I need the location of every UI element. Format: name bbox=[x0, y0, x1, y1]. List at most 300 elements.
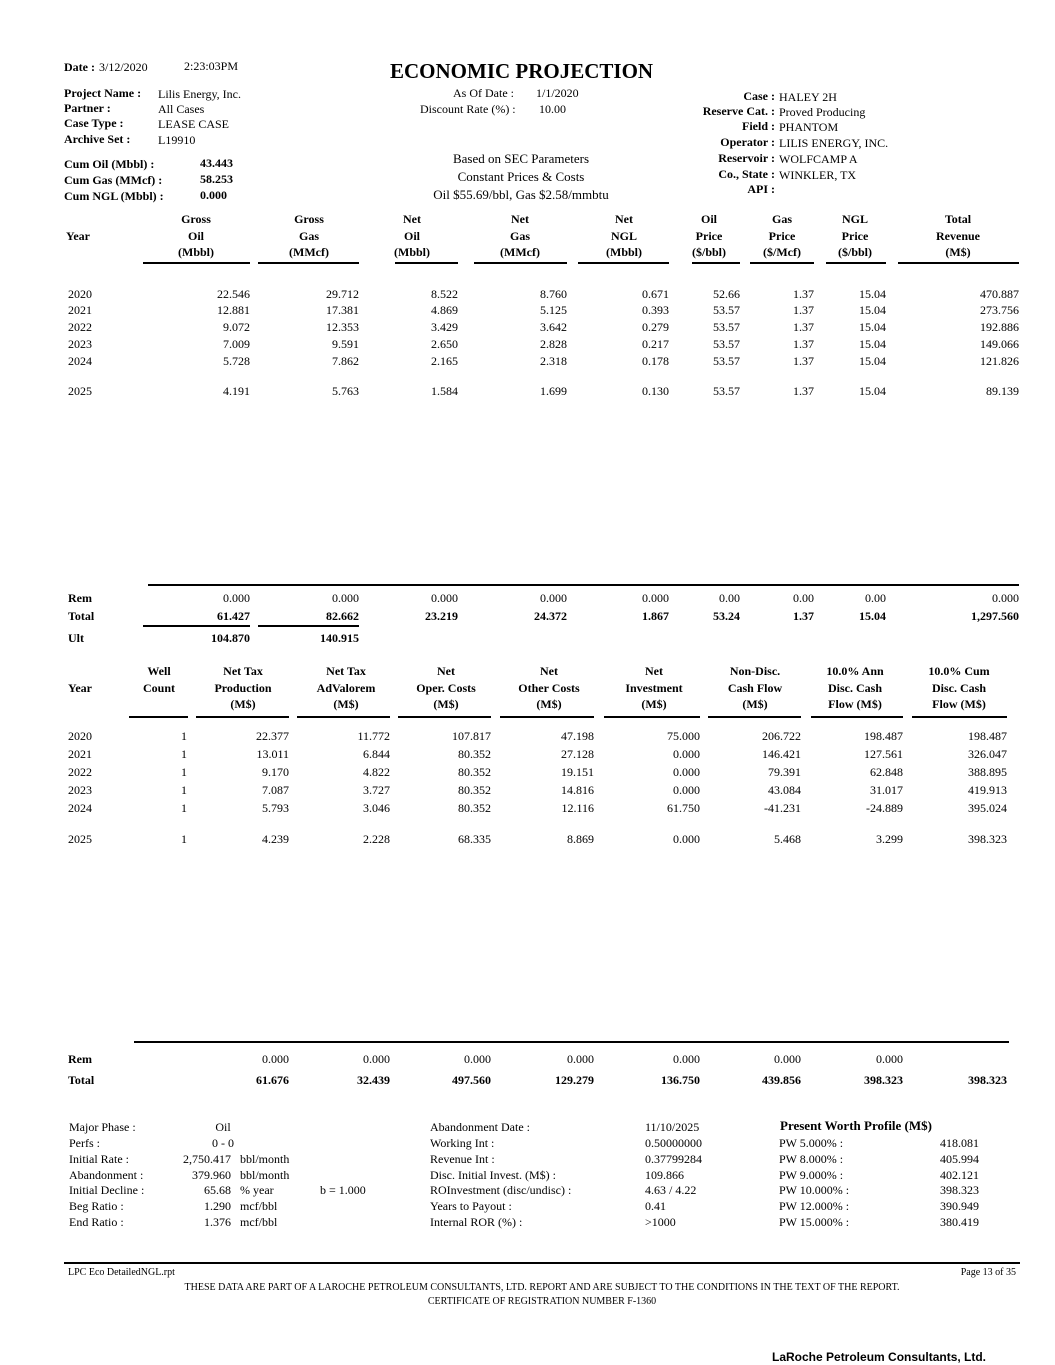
production-column-header: NGL bbox=[841, 212, 868, 226]
table-cell: 395.024 bbox=[968, 801, 1007, 815]
summary-cell: 129.279 bbox=[555, 1073, 594, 1087]
column-underline bbox=[604, 716, 700, 718]
summary-cell: 439.856 bbox=[762, 1073, 801, 1087]
cashflow-summary-rule bbox=[134, 1041, 1009, 1043]
summary-cell: 1.37 bbox=[793, 609, 814, 623]
table-cell: 1.37 bbox=[793, 354, 814, 368]
present-worth-label: PW 9.000% : bbox=[779, 1168, 844, 1182]
cashflow-column-header: Cash Flow bbox=[727, 680, 783, 695]
summary-label: Working Int : bbox=[430, 1136, 495, 1150]
project-info-label: Partner : bbox=[64, 101, 111, 115]
table-cell: 2.165 bbox=[431, 354, 458, 368]
summary-cell: 23.219 bbox=[425, 609, 458, 623]
summary-cell: 61.427 bbox=[217, 609, 250, 623]
summary-value: >1000 bbox=[645, 1215, 676, 1229]
year-cell: 2023 bbox=[68, 783, 92, 797]
summary-value: 0.37799284 bbox=[645, 1152, 702, 1166]
table-cell: 53.57 bbox=[713, 354, 740, 368]
table-cell: 5.468 bbox=[774, 832, 801, 846]
table-cell: 61.750 bbox=[667, 801, 700, 815]
production-column-header: Revenue bbox=[936, 228, 980, 243]
cashflow-column-header: (M$) bbox=[742, 697, 768, 711]
table-cell: 0.178 bbox=[642, 354, 669, 368]
cashflow-column-header: Non-Disc. bbox=[729, 664, 781, 678]
summary-cell: 104.870 bbox=[211, 631, 250, 645]
table-cell: 7.087 bbox=[262, 783, 289, 797]
summary-label: Major Phase : bbox=[69, 1120, 136, 1134]
case-info-label: Reservoir : bbox=[718, 151, 775, 165]
summary-cell: 15.04 bbox=[859, 609, 886, 623]
summary-cell: 0.000 bbox=[567, 1052, 594, 1066]
column-underline bbox=[258, 262, 359, 264]
summary-value: 65.68 bbox=[204, 1183, 231, 1197]
summary-label: Beg Ratio : bbox=[69, 1199, 124, 1213]
table-cell: 4.869 bbox=[431, 303, 458, 317]
basis-line-1: Based on SEC Parameters bbox=[452, 151, 590, 166]
table-cell: 3.299 bbox=[876, 832, 903, 846]
case-info-label: Reserve Cat. : bbox=[702, 104, 775, 118]
production-column-header: Total bbox=[944, 212, 972, 226]
table-cell: 9.072 bbox=[223, 320, 250, 334]
summary-value: 1.376 bbox=[204, 1215, 231, 1229]
summary-cell: 0.000 bbox=[876, 1052, 903, 1066]
table-cell: 14.816 bbox=[561, 783, 594, 797]
discount-rate-label: Discount Rate (%) : bbox=[420, 102, 516, 116]
table-cell: 107.817 bbox=[452, 729, 491, 743]
case-info-label: Case : bbox=[743, 89, 775, 103]
production-column-header: (MMcf) bbox=[500, 245, 540, 259]
summary-cell: 0.000 bbox=[262, 1052, 289, 1066]
case-info-value: LILIS ENERGY, INC. bbox=[779, 136, 889, 150]
cashflow-column-header: (M$) bbox=[433, 697, 459, 711]
summary-value: 0 - 0 bbox=[212, 1136, 234, 1150]
ult-underline bbox=[143, 625, 250, 627]
present-worth-label: PW 12.000% : bbox=[779, 1199, 850, 1213]
table-cell: 1 bbox=[181, 729, 187, 743]
summary-row-label: Rem bbox=[68, 1052, 92, 1066]
summary-cell: 0.00 bbox=[865, 591, 886, 605]
case-info-label: Co., State : bbox=[718, 167, 775, 181]
summary-value: 11/10/2025 bbox=[645, 1120, 700, 1134]
production-column-header: NGL bbox=[610, 228, 637, 243]
report-date: 3/12/2020 bbox=[99, 60, 148, 74]
table-cell: 12.353 bbox=[326, 320, 359, 334]
basis-line-2: Constant Prices & Costs bbox=[457, 169, 585, 184]
project-info-value: All Cases bbox=[158, 102, 205, 116]
column-underline bbox=[708, 716, 801, 718]
summary-cell: 0.000 bbox=[223, 591, 250, 605]
disclaimer-line-2: CERTIFICATE OF REGISTRATION NUMBER F-1360 bbox=[427, 1296, 657, 1307]
table-cell: 62.848 bbox=[870, 765, 903, 779]
summary-label: Internal ROR (%) : bbox=[430, 1215, 523, 1229]
column-underline bbox=[750, 262, 814, 264]
production-column-header: Year bbox=[66, 228, 90, 243]
cashflow-column-header: (M$) bbox=[333, 697, 359, 711]
table-cell: 1.37 bbox=[793, 303, 814, 317]
column-underline bbox=[578, 262, 669, 264]
cashflow-column-header: AdValorem bbox=[316, 680, 376, 695]
page-title: ECONOMIC PROJECTION bbox=[390, 59, 654, 83]
table-cell: 2.828 bbox=[540, 337, 567, 351]
table-cell: 9.170 bbox=[262, 765, 289, 779]
table-cell: 15.04 bbox=[859, 384, 886, 398]
column-underline bbox=[898, 262, 1019, 264]
summary-cell: 0.000 bbox=[332, 591, 359, 605]
table-cell: 31.017 bbox=[870, 783, 903, 797]
case-info-value: WINKLER, TX bbox=[779, 168, 857, 182]
table-cell: 3.642 bbox=[540, 320, 567, 334]
table-cell: 53.57 bbox=[713, 337, 740, 351]
table-cell: 149.066 bbox=[980, 337, 1019, 351]
case-info-value: Proved Producing bbox=[779, 105, 866, 119]
table-cell: 43.084 bbox=[768, 783, 801, 797]
column-underline bbox=[398, 716, 491, 718]
cum-label: Cum Oil (Mbbl) : bbox=[64, 157, 155, 171]
cum-label: Cum Gas (MMcf) : bbox=[64, 173, 163, 187]
table-cell: 192.886 bbox=[980, 320, 1019, 334]
project-info-value: LEASE CASE bbox=[158, 117, 230, 131]
table-cell: 3.727 bbox=[363, 783, 390, 797]
summary-row-label: Total bbox=[68, 609, 95, 623]
table-cell: 27.128 bbox=[561, 747, 594, 761]
summary-label: Years to Payout : bbox=[430, 1199, 512, 1213]
ult-underline bbox=[258, 625, 359, 627]
summary-cell: 53.24 bbox=[713, 609, 740, 623]
table-cell: 0.217 bbox=[642, 337, 669, 351]
table-cell: 398.323 bbox=[968, 832, 1007, 846]
table-cell: 12.116 bbox=[561, 801, 594, 815]
cashflow-column-header: Net bbox=[437, 664, 455, 678]
present-worth-label: PW 15.000% : bbox=[779, 1215, 850, 1229]
year-cell: 2025 bbox=[68, 384, 92, 398]
production-column-header: Net bbox=[511, 212, 529, 226]
table-cell: 15.04 bbox=[859, 337, 886, 351]
table-cell: 1.699 bbox=[540, 384, 567, 398]
table-cell: 7.009 bbox=[223, 337, 250, 351]
present-worth-label: PW 10.000% : bbox=[779, 1183, 850, 1197]
summary-unit: mcf/bbl bbox=[240, 1215, 278, 1229]
project-info-label: Archive Set : bbox=[64, 132, 131, 146]
cum-label: Cum NGL (Mbbl) : bbox=[64, 189, 164, 203]
summary-cell: 140.915 bbox=[320, 631, 359, 645]
column-underline bbox=[196, 716, 289, 718]
present-worth-value: 418.081 bbox=[940, 1136, 979, 1150]
case-info-value: HALEY 2H bbox=[779, 90, 837, 104]
summary-cell: 497.560 bbox=[452, 1073, 491, 1087]
table-cell: 1.37 bbox=[793, 337, 814, 351]
table-cell: 3.429 bbox=[431, 320, 458, 334]
cashflow-column-header: 10.0% Ann bbox=[826, 664, 884, 678]
cashflow-column-header: 10.0% Cum bbox=[928, 664, 990, 678]
table-cell: 127.561 bbox=[864, 747, 903, 761]
summary-label: Abandonment : bbox=[69, 1168, 144, 1182]
case-info-value: PHANTOM bbox=[779, 120, 839, 134]
table-cell: 11.772 bbox=[357, 729, 390, 743]
case-info-label: Field : bbox=[742, 119, 775, 133]
year-cell: 2024 bbox=[68, 354, 92, 368]
table-cell: 0.000 bbox=[673, 783, 700, 797]
production-column-header: ($/Mcf) bbox=[763, 245, 801, 259]
cashflow-column-header: Production bbox=[214, 680, 272, 695]
present-worth-value: 398.323 bbox=[940, 1183, 979, 1197]
table-cell: 0.000 bbox=[673, 747, 700, 761]
present-worth-value: 380.419 bbox=[940, 1215, 979, 1229]
production-summary-rule bbox=[148, 584, 1019, 586]
case-info-value: WOLFCAMP A bbox=[779, 152, 858, 166]
summary-cell: 0.000 bbox=[774, 1052, 801, 1066]
summary-cell: 24.372 bbox=[534, 609, 567, 623]
column-underline bbox=[811, 716, 903, 718]
summary-label: Initial Rate : bbox=[69, 1152, 129, 1166]
cashflow-column-header: (M$) bbox=[536, 697, 562, 711]
table-cell: 1 bbox=[181, 801, 187, 815]
cashflow-column-header: Net bbox=[540, 664, 558, 678]
table-cell: 13.011 bbox=[256, 747, 289, 761]
production-column-header: (Mbbl) bbox=[394, 245, 430, 259]
production-column-header: (M$) bbox=[945, 245, 971, 259]
table-cell: 5.793 bbox=[262, 801, 289, 815]
summary-cell: 0.000 bbox=[642, 591, 669, 605]
summary-cell: 82.662 bbox=[326, 609, 359, 623]
table-cell: 47.198 bbox=[561, 729, 594, 743]
table-cell: 80.352 bbox=[458, 765, 491, 779]
b-factor: b = 1.000 bbox=[320, 1183, 366, 1197]
summary-cell: 1,297.560 bbox=[971, 609, 1019, 623]
table-cell: 75.000 bbox=[667, 729, 700, 743]
cum-value: 0.000 bbox=[200, 188, 227, 202]
cashflow-column-header: Flow (M$) bbox=[932, 697, 986, 711]
table-cell: 4.191 bbox=[223, 384, 250, 398]
table-cell: 470.887 bbox=[980, 287, 1019, 301]
present-worth-label: PW 8.000% : bbox=[779, 1152, 844, 1166]
page-number: Page 13 of 35 bbox=[960, 1267, 1016, 1278]
asof-label: As Of Date : bbox=[453, 86, 514, 100]
table-cell: 388.895 bbox=[968, 765, 1007, 779]
table-cell: 0.671 bbox=[642, 287, 669, 301]
table-cell: 89.139 bbox=[986, 384, 1019, 398]
table-cell: -24.889 bbox=[866, 801, 903, 815]
disclaimer-line-1: THESE DATA ARE PART OF A LAROCHE PETROLEUM CONSULTANTS, LTD. REPORT AND ARE SUBJECT TO THE CONDITIONS IN THE TEXT OF THE REPORT. bbox=[184, 1282, 900, 1293]
column-underline bbox=[500, 716, 594, 718]
summary-label: Disc. Initial Invest. (M$) : bbox=[430, 1168, 556, 1182]
cashflow-column-header: Net Tax bbox=[223, 664, 263, 678]
year-cell: 2021 bbox=[68, 747, 92, 761]
table-cell: 0.000 bbox=[673, 765, 700, 779]
table-cell: 5.728 bbox=[223, 354, 250, 368]
footer-rule bbox=[64, 1262, 1020, 1264]
table-cell: 1 bbox=[181, 832, 187, 846]
production-column-header: Gross bbox=[294, 212, 324, 226]
column-underline bbox=[912, 716, 1007, 718]
year-cell: 2020 bbox=[68, 287, 92, 301]
production-column-header: Gas bbox=[509, 228, 530, 243]
table-cell: 5.125 bbox=[540, 303, 567, 317]
column-underline bbox=[395, 262, 458, 264]
production-column-header: Price bbox=[841, 228, 869, 243]
table-cell: 15.04 bbox=[859, 303, 886, 317]
table-cell: 22.546 bbox=[217, 287, 250, 301]
year-cell: 2022 bbox=[68, 320, 92, 334]
table-cell: 1.37 bbox=[793, 384, 814, 398]
column-underline bbox=[826, 262, 886, 264]
production-column-header: Gas bbox=[771, 212, 792, 226]
summary-value: 0.41 bbox=[645, 1199, 666, 1213]
table-cell: 19.151 bbox=[561, 765, 594, 779]
summary-value: 109.866 bbox=[645, 1168, 684, 1182]
table-cell: 1 bbox=[181, 765, 187, 779]
summary-cell: 0.000 bbox=[464, 1052, 491, 1066]
production-column-header: (Mbbl) bbox=[606, 245, 642, 259]
summary-cell: 0.000 bbox=[431, 591, 458, 605]
table-cell: 12.881 bbox=[217, 303, 250, 317]
table-cell: 1.584 bbox=[431, 384, 458, 398]
summary-row-label: Ult bbox=[68, 631, 84, 645]
case-info-label: Operator : bbox=[720, 135, 775, 149]
table-cell: 80.352 bbox=[458, 801, 491, 815]
production-column-header: Price bbox=[768, 228, 796, 243]
cashflow-column-header: (M$) bbox=[641, 697, 667, 711]
year-cell: 2022 bbox=[68, 765, 92, 779]
summary-cell: 32.439 bbox=[357, 1073, 390, 1087]
present-worth-value: 402.121 bbox=[940, 1168, 979, 1182]
production-column-header: Net bbox=[403, 212, 421, 226]
table-cell: 206.722 bbox=[762, 729, 801, 743]
cashflow-column-header: Count bbox=[142, 680, 175, 695]
column-underline bbox=[297, 716, 390, 718]
table-cell: 419.913 bbox=[968, 783, 1007, 797]
column-underline bbox=[474, 262, 567, 264]
summary-value: 2,750.417 bbox=[183, 1152, 231, 1166]
table-cell: 4.239 bbox=[262, 832, 289, 846]
present-worth-title: Present Worth Profile (M$) bbox=[780, 1118, 932, 1133]
summary-value: 1.290 bbox=[204, 1199, 231, 1213]
cashflow-column-header: Investment bbox=[625, 680, 683, 695]
basis-line-3: Oil $55.69/bbl, Gas $2.58/mmbtu bbox=[433, 187, 609, 202]
summary-label: Revenue Int : bbox=[430, 1152, 495, 1166]
production-column-header: Oil bbox=[187, 228, 204, 243]
cashflow-column-header: Disc. Cash bbox=[931, 680, 986, 695]
column-underline bbox=[692, 262, 740, 264]
summary-label: Abandonment Date : bbox=[430, 1120, 530, 1134]
table-cell: 198.487 bbox=[968, 729, 1007, 743]
table-cell: 15.04 bbox=[859, 287, 886, 301]
summary-value: 4.63 / 4.22 bbox=[645, 1183, 697, 1197]
production-column-header: Price bbox=[695, 228, 723, 243]
table-cell: 1.37 bbox=[793, 287, 814, 301]
summary-row-label: Total bbox=[68, 1073, 95, 1087]
cashflow-column-header: Well bbox=[147, 664, 171, 678]
company-name: LaRoche Petroleum Consultants, Ltd. bbox=[772, 1350, 987, 1364]
table-cell: 1 bbox=[181, 783, 187, 797]
production-column-header: (Mbbl) bbox=[178, 245, 214, 259]
present-worth-label: PW 5.000% : bbox=[779, 1136, 844, 1150]
cum-value: 43.443 bbox=[200, 156, 233, 170]
present-worth-value: 405.994 bbox=[940, 1152, 979, 1166]
project-info-value: Lilis Energy, Inc. bbox=[158, 87, 241, 101]
summary-cell: 398.323 bbox=[968, 1073, 1007, 1087]
table-cell: 80.352 bbox=[458, 783, 491, 797]
table-cell: 2.318 bbox=[540, 354, 567, 368]
table-cell: 53.57 bbox=[713, 320, 740, 334]
present-worth-value: 390.949 bbox=[940, 1199, 979, 1213]
table-cell: 146.421 bbox=[762, 747, 801, 761]
table-cell: 198.487 bbox=[864, 729, 903, 743]
table-cell: 326.047 bbox=[968, 747, 1007, 761]
summary-cell: 0.000 bbox=[992, 591, 1019, 605]
date-label: Date : bbox=[64, 60, 95, 74]
summary-unit: bbl/month bbox=[240, 1168, 290, 1182]
table-cell: 80.352 bbox=[458, 747, 491, 761]
summary-label: Perfs : bbox=[69, 1136, 100, 1150]
production-column-header: ($/bbl) bbox=[691, 245, 726, 259]
table-cell: 68.335 bbox=[458, 832, 491, 846]
table-cell: 52.66 bbox=[713, 287, 740, 301]
production-column-header: ($/bbl) bbox=[837, 245, 872, 259]
summary-unit: bbl/month bbox=[240, 1152, 290, 1166]
table-cell: 7.862 bbox=[332, 354, 359, 368]
summary-cell: 136.750 bbox=[661, 1073, 700, 1087]
table-cell: 53.57 bbox=[713, 384, 740, 398]
table-cell: 121.826 bbox=[980, 354, 1019, 368]
summary-label: End Ratio : bbox=[69, 1215, 124, 1229]
cashflow-column-header: Other Costs bbox=[518, 680, 580, 695]
cashflow-column-header: Oper. Costs bbox=[416, 680, 476, 695]
table-cell: 2.228 bbox=[363, 832, 390, 846]
summary-cell: 0.00 bbox=[793, 591, 814, 605]
table-cell: 8.760 bbox=[540, 287, 567, 301]
table-cell: 0.279 bbox=[642, 320, 669, 334]
project-info-value: L19910 bbox=[158, 133, 196, 147]
column-underline bbox=[129, 716, 188, 718]
discount-rate-value: 10.00 bbox=[539, 102, 566, 116]
summary-cell: 0.000 bbox=[673, 1052, 700, 1066]
asof-value: 1/1/2020 bbox=[536, 86, 579, 100]
year-cell: 2025 bbox=[68, 832, 92, 846]
summary-cell: 0.000 bbox=[540, 591, 567, 605]
table-cell: 15.04 bbox=[859, 354, 886, 368]
summary-label: ROInvestment (disc/undisc) : bbox=[430, 1183, 572, 1197]
cum-value: 58.253 bbox=[200, 172, 233, 186]
table-cell: 6.844 bbox=[363, 747, 390, 761]
cashflow-column-header: Net bbox=[645, 664, 663, 678]
production-column-header: Oil bbox=[700, 212, 717, 226]
summary-cell: 1.867 bbox=[642, 609, 669, 623]
table-cell: 15.04 bbox=[859, 320, 886, 334]
table-cell: 0.130 bbox=[642, 384, 669, 398]
summary-value: 0.50000000 bbox=[645, 1136, 702, 1150]
table-cell: 29.712 bbox=[326, 287, 359, 301]
production-column-header: Gas bbox=[298, 228, 319, 243]
summary-cell: 398.323 bbox=[864, 1073, 903, 1087]
table-cell: 53.57 bbox=[713, 303, 740, 317]
table-cell: 79.391 bbox=[768, 765, 801, 779]
summary-value: Oil bbox=[215, 1120, 231, 1134]
table-cell: 1 bbox=[181, 747, 187, 761]
production-column-header: Oil bbox=[403, 228, 420, 243]
production-column-header: Gross bbox=[181, 212, 211, 226]
table-cell: 17.381 bbox=[326, 303, 359, 317]
cashflow-column-header: (M$) bbox=[230, 697, 256, 711]
table-cell: 22.377 bbox=[256, 729, 289, 743]
year-cell: 2023 bbox=[68, 337, 92, 351]
summary-unit: mcf/bbl bbox=[240, 1199, 278, 1213]
column-underline bbox=[143, 262, 250, 264]
summary-cell: 0.000 bbox=[363, 1052, 390, 1066]
case-info-label: API : bbox=[747, 182, 775, 196]
table-cell: 8.522 bbox=[431, 287, 458, 301]
summary-value: 379.960 bbox=[192, 1168, 231, 1182]
table-cell: 8.869 bbox=[567, 832, 594, 846]
